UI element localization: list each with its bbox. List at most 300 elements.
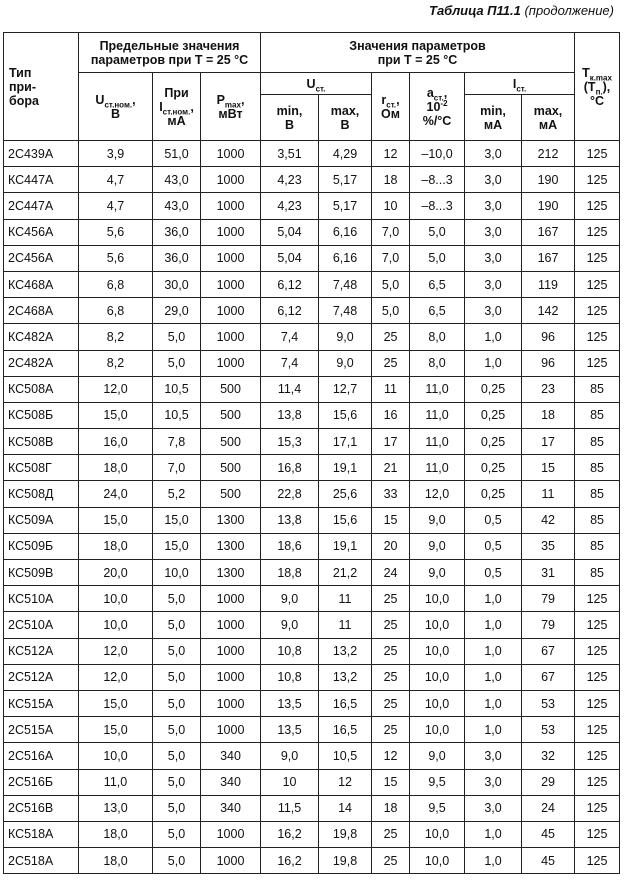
cell-i-nom: 10,0 [153,560,201,586]
cell-r-st: 25 [372,586,410,612]
cell-u-min: 4,23 [261,193,319,219]
table-row [4,690,620,716]
cell-i-max: 11 [522,481,575,507]
cell-i-nom: 5,0 [153,638,201,664]
table-row [4,193,620,219]
cell-u-max: 16,5 [319,690,372,716]
table-row [4,848,620,874]
cell-i-min: 3,0 [465,743,522,769]
cell-a-st: 8,0 [410,324,465,350]
cell-a-st: 10,0 [410,638,465,664]
cell-i-min: 3,0 [465,219,522,245]
cell-u-max: 14 [319,795,372,821]
cell-i-nom: 7,0 [153,455,201,481]
cell-a-st: 11,0 [410,402,465,428]
cell-i-nom: 5,0 [153,848,201,874]
cell-t-max: 125 [575,848,620,874]
cell-u-max: 19,8 [319,821,372,847]
cell-u-max: 15,6 [319,507,372,533]
cell-i-max: 17 [522,429,575,455]
cell-i-max: 45 [522,848,575,874]
cell-r-st: 25 [372,821,410,847]
cell-i-min: 0,5 [465,560,522,586]
table-row [4,612,620,638]
cell-type: КС447А [4,167,79,193]
header-i-st: $I_{ст.}$ [465,73,575,95]
cell-u-min: 6,12 [261,271,319,297]
cell-u-min: 4,23 [261,167,319,193]
cell-i-nom: 5,0 [153,350,201,376]
cell-a-st: 11,0 [410,455,465,481]
cell-a-st: 11,0 [410,429,465,455]
cell-i-max: 167 [522,219,575,245]
cell-a-st: –10,0 [410,141,465,167]
table-caption: Таблица П11.1 (продолжение) [429,3,614,18]
cell-u-min: 9,0 [261,743,319,769]
header-i-nom: При $I_{ст.ном.}$, мА [153,73,201,141]
cell-i-nom: 5,0 [153,795,201,821]
cell-u-min: 15,3 [261,429,319,455]
cell-type: КС512А [4,638,79,664]
cell-type: КС468А [4,271,79,297]
cell-t-max: 125 [575,245,620,271]
cell-type: 2С447А [4,193,79,219]
cell-u-min: 9,0 [261,612,319,638]
cell-t-max: 125 [575,821,620,847]
cell-a-st: 9,0 [410,507,465,533]
cell-i-max: 79 [522,586,575,612]
cell-p-max: 1000 [201,324,261,350]
cell-i-nom: 36,0 [153,245,201,271]
cell-t-max: 85 [575,455,620,481]
cell-i-max: 53 [522,690,575,716]
cell-r-st: 17 [372,429,410,455]
cell-i-max: 29 [522,769,575,795]
cell-i-max: 96 [522,324,575,350]
table-row [4,429,620,455]
cell-a-st: 5,0 [410,245,465,271]
cell-i-nom: 5,0 [153,717,201,743]
cell-u-nom: 5,6 [79,219,153,245]
table-row [4,219,620,245]
cell-r-st: 15 [372,507,410,533]
table-row [4,769,620,795]
cell-u-nom: 16,0 [79,429,153,455]
cell-i-max: 18 [522,402,575,428]
table-body [4,141,620,874]
header-i-max: max, мА [522,95,575,141]
cell-u-min: 13,8 [261,402,319,428]
cell-p-max: 340 [201,795,261,821]
cell-a-st: 5,0 [410,219,465,245]
cell-a-st: 8,0 [410,350,465,376]
cell-u-max: 4,29 [319,141,372,167]
cell-u-min: 6,12 [261,298,319,324]
cell-u-min: 16,8 [261,455,319,481]
cell-u-max: 9,0 [319,324,372,350]
cell-i-max: 79 [522,612,575,638]
cell-p-max: 1000 [201,638,261,664]
cell-type: КС456А [4,219,79,245]
cell-p-max: 1000 [201,193,261,219]
table-row [4,455,620,481]
cell-u-nom: 18,0 [79,848,153,874]
cell-p-max: 1000 [201,690,261,716]
cell-t-max: 125 [575,743,620,769]
cell-u-min: 3,51 [261,141,319,167]
cell-u-max: 6,16 [319,219,372,245]
cell-r-st: 25 [372,350,410,376]
cell-i-min: 3,0 [465,795,522,821]
cell-u-nom: 18,0 [79,455,153,481]
cell-r-st: 7,0 [372,245,410,271]
cell-p-max: 1000 [201,848,261,874]
table-row [4,245,620,271]
cell-r-st: 25 [372,690,410,716]
cell-p-max: 1000 [201,664,261,690]
cell-p-max: 340 [201,743,261,769]
cell-i-min: 0,25 [465,429,522,455]
cell-i-min: 0,25 [465,376,522,402]
cell-i-max: 96 [522,350,575,376]
cell-i-min: 1,0 [465,612,522,638]
cell-a-st: 10,0 [410,848,465,874]
table-row [4,560,620,586]
cell-a-st: 10,0 [410,690,465,716]
cell-u-max: 17,1 [319,429,372,455]
cell-r-st: 5,0 [372,271,410,297]
cell-p-max: 500 [201,376,261,402]
cell-p-max: 1000 [201,271,261,297]
cell-r-st: 21 [372,455,410,481]
cell-i-min: 1,0 [465,717,522,743]
cell-u-min: 5,04 [261,219,319,245]
cell-u-max: 11 [319,586,372,612]
cell-t-max: 85 [575,402,620,428]
cell-type: 2С516В [4,795,79,821]
cell-r-st: 5,0 [372,298,410,324]
cell-p-max: 1000 [201,821,261,847]
cell-u-max: 19,8 [319,848,372,874]
cell-i-min: 3,0 [465,769,522,795]
cell-t-max: 125 [575,612,620,638]
cell-i-max: 35 [522,533,575,559]
cell-u-max: 16,5 [319,717,372,743]
cell-u-max: 19,1 [319,533,372,559]
cell-type: КС508А [4,376,79,402]
cell-i-max: 53 [522,717,575,743]
cell-p-max: 1000 [201,245,261,271]
table-row [4,533,620,559]
cell-r-st: 25 [372,324,410,350]
cell-i-nom: 30,0 [153,271,201,297]
table-row [4,350,620,376]
cell-i-nom: 15,0 [153,533,201,559]
cell-i-max: 31 [522,560,575,586]
cell-i-min: 1,0 [465,586,522,612]
table-row [4,167,620,193]
table-row [4,664,620,690]
cell-u-max: 19,1 [319,455,372,481]
cell-t-max: 125 [575,193,620,219]
cell-t-max: 125 [575,219,620,245]
cell-i-nom: 5,0 [153,664,201,690]
cell-u-min: 16,2 [261,848,319,874]
cell-i-nom: 5,0 [153,821,201,847]
cell-i-nom: 10,5 [153,402,201,428]
cell-t-max: 125 [575,324,620,350]
cell-i-nom: 5,0 [153,743,201,769]
cell-u-max: 25,6 [319,481,372,507]
cell-i-max: 24 [522,795,575,821]
cell-i-min: 3,0 [465,271,522,297]
cell-i-min: 1,0 [465,821,522,847]
header-u-min: min, В [261,95,319,141]
cell-i-min: 3,0 [465,141,522,167]
cell-t-max: 125 [575,271,620,297]
cell-r-st: 20 [372,533,410,559]
cell-i-max: 190 [522,193,575,219]
cell-i-nom: 51,0 [153,141,201,167]
cell-u-nom: 3,9 [79,141,153,167]
cell-u-min: 10,8 [261,638,319,664]
cell-r-st: 33 [372,481,410,507]
table-row [4,507,620,533]
cell-p-max: 500 [201,455,261,481]
cell-r-st: 25 [372,664,410,690]
table-row [4,402,620,428]
cell-u-nom: 6,8 [79,298,153,324]
cell-i-nom: 5,0 [153,586,201,612]
cell-u-nom: 18,0 [79,533,153,559]
cell-i-max: 212 [522,141,575,167]
cell-u-nom: 8,2 [79,324,153,350]
table-row [4,743,620,769]
cell-u-nom: 10,0 [79,743,153,769]
cell-u-max: 6,16 [319,245,372,271]
cell-r-st: 24 [372,560,410,586]
table-row [4,376,620,402]
table-row [4,141,620,167]
cell-i-nom: 5,0 [153,612,201,638]
cell-u-nom: 15,0 [79,507,153,533]
cell-t-max: 125 [575,638,620,664]
table-row [4,821,620,847]
cell-i-min: 1,0 [465,690,522,716]
cell-t-max: 125 [575,717,620,743]
cell-u-min: 10,8 [261,664,319,690]
cell-r-st: 25 [372,638,410,664]
cell-u-nom: 4,7 [79,193,153,219]
cell-i-nom: 7,8 [153,429,201,455]
cell-a-st: 9,0 [410,533,465,559]
cell-type: 2С516А [4,743,79,769]
table-row [4,717,620,743]
cell-i-min: 3,0 [465,193,522,219]
cell-u-nom: 15,0 [79,717,153,743]
cell-t-max: 125 [575,769,620,795]
cell-u-nom: 12,0 [79,376,153,402]
cell-i-min: 0,25 [465,402,522,428]
cell-u-min: 16,2 [261,821,319,847]
header-r-st: $r_{ст.}$, Ом [372,73,410,141]
cell-u-max: 7,48 [319,298,372,324]
header-u-nom: $U_{ст.ном.}$, В [79,73,153,141]
cell-u-max: 12,7 [319,376,372,402]
cell-i-min: 1,0 [465,324,522,350]
cell-a-st: 9,5 [410,795,465,821]
cell-u-max: 5,17 [319,167,372,193]
table-row [4,795,620,821]
cell-u-min: 10 [261,769,319,795]
cell-t-max: 125 [575,298,620,324]
cell-u-min: 13,5 [261,717,319,743]
cell-t-max: 125 [575,141,620,167]
cell-i-min: 0,25 [465,455,522,481]
cell-u-min: 18,6 [261,533,319,559]
header-params: Значения параметров при T = 25 °C [261,33,575,73]
cell-i-nom: 5,2 [153,481,201,507]
cell-r-st: 12 [372,141,410,167]
cell-type: КС509В [4,560,79,586]
cell-t-max: 125 [575,690,620,716]
cell-i-max: 23 [522,376,575,402]
cell-u-nom: 10,0 [79,586,153,612]
cell-u-nom: 12,0 [79,664,153,690]
cell-type: 2С516Б [4,769,79,795]
cell-u-max: 13,2 [319,638,372,664]
cell-r-st: 12 [372,743,410,769]
cell-i-nom: 43,0 [153,193,201,219]
cell-p-max: 500 [201,481,261,507]
cell-u-min: 18,8 [261,560,319,586]
cell-t-max: 85 [575,429,620,455]
cell-u-max: 15,6 [319,402,372,428]
cell-t-max: 125 [575,664,620,690]
cell-type: КС508В [4,429,79,455]
cell-p-max: 1000 [201,298,261,324]
cell-p-max: 1000 [201,167,261,193]
cell-u-min: 9,0 [261,586,319,612]
cell-a-st: 6,5 [410,298,465,324]
cell-t-max: 125 [575,795,620,821]
cell-t-max: 125 [575,350,620,376]
cell-i-max: 142 [522,298,575,324]
cell-i-min: 1,0 [465,638,522,664]
table-row [4,638,620,664]
cell-u-nom: 12,0 [79,638,153,664]
table-row [4,298,620,324]
cell-type: 2С456А [4,245,79,271]
cell-i-max: 190 [522,167,575,193]
header-a-st: $a_{ст.}$, $10^{-2}$ %/°C [410,73,465,141]
cell-type: 2С515А [4,717,79,743]
cell-i-nom: 29,0 [153,298,201,324]
table-header [4,33,620,141]
cell-a-st: 10,0 [410,586,465,612]
cell-t-max: 85 [575,481,620,507]
cell-type: КС509Б [4,533,79,559]
cell-a-st: –8...3 [410,167,465,193]
cell-a-st: 10,0 [410,821,465,847]
cell-u-nom: 5,6 [79,245,153,271]
cell-a-st: 10,0 [410,664,465,690]
cell-type: КС508Г [4,455,79,481]
cell-u-min: 7,4 [261,350,319,376]
cell-i-nom: 36,0 [153,219,201,245]
cell-r-st: 25 [372,612,410,638]
cell-u-nom: 13,0 [79,795,153,821]
cell-type: КС482А [4,324,79,350]
cell-u-min: 22,8 [261,481,319,507]
cell-type: 2С468А [4,298,79,324]
cell-t-max: 85 [575,560,620,586]
cell-a-st: 11,0 [410,376,465,402]
diode-spec-table [3,32,620,874]
cell-u-max: 13,2 [319,664,372,690]
cell-u-nom: 15,0 [79,690,153,716]
cell-i-max: 119 [522,271,575,297]
cell-r-st: 25 [372,848,410,874]
cell-u-nom: 20,0 [79,560,153,586]
cell-p-max: 340 [201,769,261,795]
cell-u-max: 11 [319,612,372,638]
cell-i-nom: 5,0 [153,769,201,795]
cell-i-nom: 5,0 [153,324,201,350]
cell-type: 2С512А [4,664,79,690]
cell-r-st: 15 [372,769,410,795]
cell-r-st: 18 [372,167,410,193]
cell-p-max: 1000 [201,350,261,376]
header-type: Тип при- бора [4,33,79,141]
cell-r-st: 18 [372,795,410,821]
cell-type: КС508Д [4,481,79,507]
cell-a-st: 10,0 [410,717,465,743]
cell-p-max: 1300 [201,533,261,559]
cell-i-nom: 5,0 [153,690,201,716]
cell-i-min: 1,0 [465,848,522,874]
cell-i-min: 1,0 [465,664,522,690]
cell-t-max: 85 [575,533,620,559]
cell-u-min: 7,4 [261,324,319,350]
cell-p-max: 1300 [201,507,261,533]
cell-i-max: 67 [522,664,575,690]
cell-u-min: 11,4 [261,376,319,402]
cell-i-min: 3,0 [465,298,522,324]
cell-u-nom: 10,0 [79,612,153,638]
cell-i-max: 15 [522,455,575,481]
header-p-max: $P_{max}$, мВт [201,73,261,141]
cell-u-max: 7,48 [319,271,372,297]
cell-type: 2С510А [4,612,79,638]
cell-r-st: 7,0 [372,219,410,245]
cell-a-st: 10,0 [410,612,465,638]
cell-a-st: 9,5 [410,769,465,795]
cell-u-nom: 15,0 [79,402,153,428]
cell-i-max: 42 [522,507,575,533]
cell-a-st: 9,0 [410,743,465,769]
table-row [4,324,620,350]
cell-type: КС515А [4,690,79,716]
cell-i-max: 167 [522,245,575,271]
cell-type: КС508Б [4,402,79,428]
cell-u-nom: 6,8 [79,271,153,297]
cell-a-st: 12,0 [410,481,465,507]
cell-u-nom: 24,0 [79,481,153,507]
cell-p-max: 500 [201,402,261,428]
cell-u-min: 5,04 [261,245,319,271]
cell-i-min: 0,5 [465,533,522,559]
